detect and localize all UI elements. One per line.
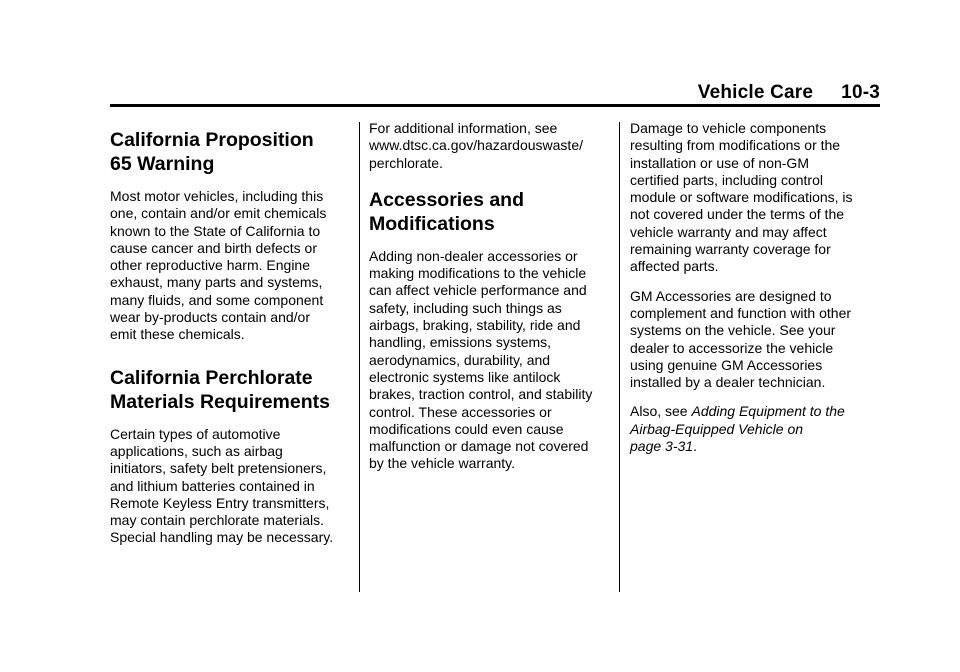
column-2 [369,120,614,487]
text-line: certified parts, including control [630,171,823,188]
text-line: www.dtsc.ca.gov/hazardouswaste/ [369,137,583,154]
paragraph-warranty-damage [630,120,878,276]
text-suffix: . [693,438,697,455]
text-line: installed by a dealer technician. [630,374,826,391]
text-line: Damage to vehicle components [630,120,827,136]
text-line: affected parts. [630,258,719,275]
paragraph-also-see [630,403,878,455]
text-line: modifications could even cause [369,420,564,437]
text-line: by the vehicle warranty. [369,455,516,472]
text-line: systems on the vehicle. See your [630,322,836,339]
heading-accessories-modifications [369,188,614,236]
text-line: Certain types of automotive [110,425,281,442]
heading-line: California Perchlorate [110,366,313,389]
text-line: Adding non-dealer accessories or [369,247,578,264]
text-line: applications, such as airbag [110,442,283,459]
text-line: Remote Keyless Entry transmitters, [110,494,330,511]
heading-line: Materials Requirements [110,390,330,413]
text-line: module or software modifications, is [630,189,853,206]
text-line: handling, emissions systems, [369,334,552,351]
running-header [698,82,880,104]
text-line: For additional information, see [369,120,558,136]
text-line: other reproductive harm. Engine [110,257,310,274]
text-line: can affect vehicle performance and [369,282,587,299]
text-line: and lithium batteries contained in [110,477,315,494]
text-line: initiators, safety belt pretensioners, [110,460,327,477]
text-line: perchlorate. [369,154,443,171]
page-number: 10-3 [841,82,880,103]
column-3 [630,120,878,467]
heading-line: Modifications [369,212,495,235]
heading-line: Accessories and [369,188,525,211]
heading-california-perchlorate [110,366,355,414]
text-line: complement and function with other [630,304,852,321]
text-line: Special handling may be necessary. [110,529,334,546]
text-line: known to the State of California to [110,222,321,239]
text-line: installation or use of non-GM [630,154,809,171]
text-line: wear by-products contain and/or [110,309,310,326]
heading-california-proposition-65 [110,128,355,176]
text-line: electronic systems like antilock [369,368,561,385]
link-line: Adding Equipment to the [691,403,845,420]
section-title: Vehicle Care [697,82,814,103]
column-1 [110,120,355,561]
column-divider-1 [359,122,360,592]
text-line: vehicle warranty and may affect [630,223,827,240]
header-rule [110,104,880,107]
text-line: resulting from modifications or the [630,137,841,154]
text-line: GM Accessories are designed to [630,287,832,304]
heading-line: California Proposition [110,129,314,151]
text-line: control. These accessories or [369,403,552,420]
link-line: Airbag-Equipped Vehicle on [630,420,804,437]
text-line: many fluids, and some component [110,291,324,308]
text-line: remaining warranty coverage for [630,241,831,258]
text-line: safety, including such things as [369,299,562,316]
text-line: airbags, braking, stability, ride and [369,317,581,334]
paragraph-gm-accessories [630,288,878,392]
text-line: brakes, traction control, and stability [369,386,593,403]
text-line: aerodynamics, durability, and [369,351,551,368]
text-line: making modifications to the vehicle [369,265,587,282]
link-line: page 3-31 [630,438,694,455]
text-line: may contain perchlorate materials. [110,512,324,529]
paragraph-prop65 [110,188,355,344]
text-line: exhaust, many parts and systems, [110,274,323,291]
heading-line: 65 Warning [110,153,215,175]
text-line: one, contain and/or emit chemicals [110,205,327,222]
paragraph-accessories [369,248,614,473]
text-line: using genuine GM Accessories [630,356,823,373]
paragraph-perchlorate [110,426,355,547]
paragraph-additional-info [369,120,614,172]
text-line: malfunction or damage not covered [369,438,589,455]
text-prefix: Also, see [630,403,692,420]
text-line: not covered under the terms of the [630,206,845,223]
text-line: emit these chemicals. [110,326,245,343]
text-line: cause cancer and birth defects or [110,239,318,256]
text-line: dealer to accessorize the vehicle [630,339,834,356]
text-line: Most motor vehicles, including this [110,188,324,204]
column-divider-2 [619,122,620,592]
